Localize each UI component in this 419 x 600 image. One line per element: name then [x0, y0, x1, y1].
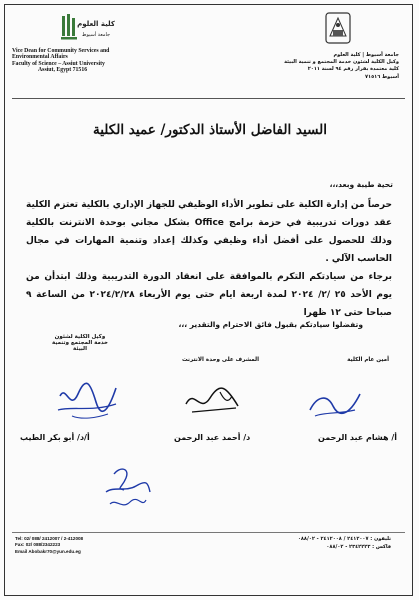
footer-right-line: تليفون : ٢٤١٢٠٠٧ / ٢٤١٢٠٠٨ - ٠٨٨/٠٢	[297, 536, 391, 542]
handwritten-approval	[96, 462, 156, 518]
footer-left-block	[15, 536, 83, 555]
signature-2	[180, 376, 246, 428]
header-left-block	[12, 48, 152, 74]
signatory-name-1: أ/ هشام عبد الرحمن	[318, 433, 397, 442]
footer-right-block	[298, 536, 391, 551]
signatory-name-2: د/ أحمد عبد الرحمن	[174, 433, 251, 442]
header-left-line: Faculty of Science – Assiut University	[12, 60, 105, 67]
header-right-line: وكيل الكلية لشئون خدمة المجتمع و تنمية البيئة	[284, 59, 399, 66]
closing-line: وتفضلوا سيادتكم بقبول فائق الاحترام والتقدير ،،،	[178, 320, 363, 329]
university-seal-icon	[320, 10, 356, 46]
header-left-line: Assiut, Egypt 71516	[38, 67, 88, 74]
signatory-name-3: أ/د/ أبو بكر الطيب	[20, 433, 90, 442]
header-right-line: كلية معتمدة بقرار رقم ٩٤ لسنة ٢٠١١	[307, 66, 399, 73]
header-divider	[12, 98, 405, 99]
body-paragraph: حرصاً من إدارة الكلية على تطوير الأداء الوظيفي للجهاز الإداري بالكلية تعتزم الكلية عقد دورات تدريبية في حزمة برامج Office بشكل مجاني بوحدة الانترنت بالكلية وذلك للحصول على أفضل أداء وظيفي وكذلك إعداد وتنمية المهارات في مجال الحاسب الآلي .	[26, 200, 393, 264]
footer-right-line: فاكس : ٢٣٤٢٢٢٣ - ٠٨٨/٠٢	[326, 543, 391, 550]
header-right-line: جامعة أسيوط | كلية العلوم	[333, 52, 399, 58]
dept-label: وكيل الكلية لشئون خدمة المجتمع وتنمية البيئة	[52, 334, 108, 352]
role-secretary: أمين عام الكلية	[347, 357, 389, 363]
body-paragraph: برجاء من سيادتكم التكرم بالموافقة على انعقاد الدورة التدريبية وذلك ابتدأن من يوم الأحد ٢٥ /٢/ ٢٠٢٤ لمدة اربعة ايام حتى يوم الأربعاء ٢٠٢٤/٢/٢٨ من الساعة ٩ صباحا حتى ١٢ ظهرا	[26, 272, 393, 318]
logo-left-subtext: جامعة أسيوط	[81, 32, 111, 38]
footer-left-line: Tel: 02/ 088/ 2412007 / 2-412008	[15, 536, 84, 541]
faculty-logo	[60, 12, 116, 44]
signature-1	[305, 376, 365, 428]
header-left-line: Environmental Affairs	[12, 54, 68, 61]
header-right-line: أسيوط ٧١٥١٦	[364, 73, 399, 80]
logo-left-text: كلية العلوم	[77, 20, 115, 28]
signature-3	[52, 376, 122, 428]
role-internet-supervisor: المشرف على وحدة الانترنت	[182, 357, 260, 363]
salutation: السيد الفاضل الأستاذ الدكتور/ عميد الكلية	[92, 122, 327, 138]
footer-divider	[12, 532, 405, 533]
footer-left-line: Email Abobakr70@yun.edu.eg	[15, 548, 81, 554]
greeting: تحية طيبة وبعد،،،	[329, 180, 393, 189]
letter-body	[26, 196, 392, 322]
header-right-block	[229, 52, 399, 81]
header-left-line: Vice Dean for Community Services and	[12, 48, 110, 54]
footer-left-line: Fax: 02/ 088/2342223	[15, 542, 61, 548]
